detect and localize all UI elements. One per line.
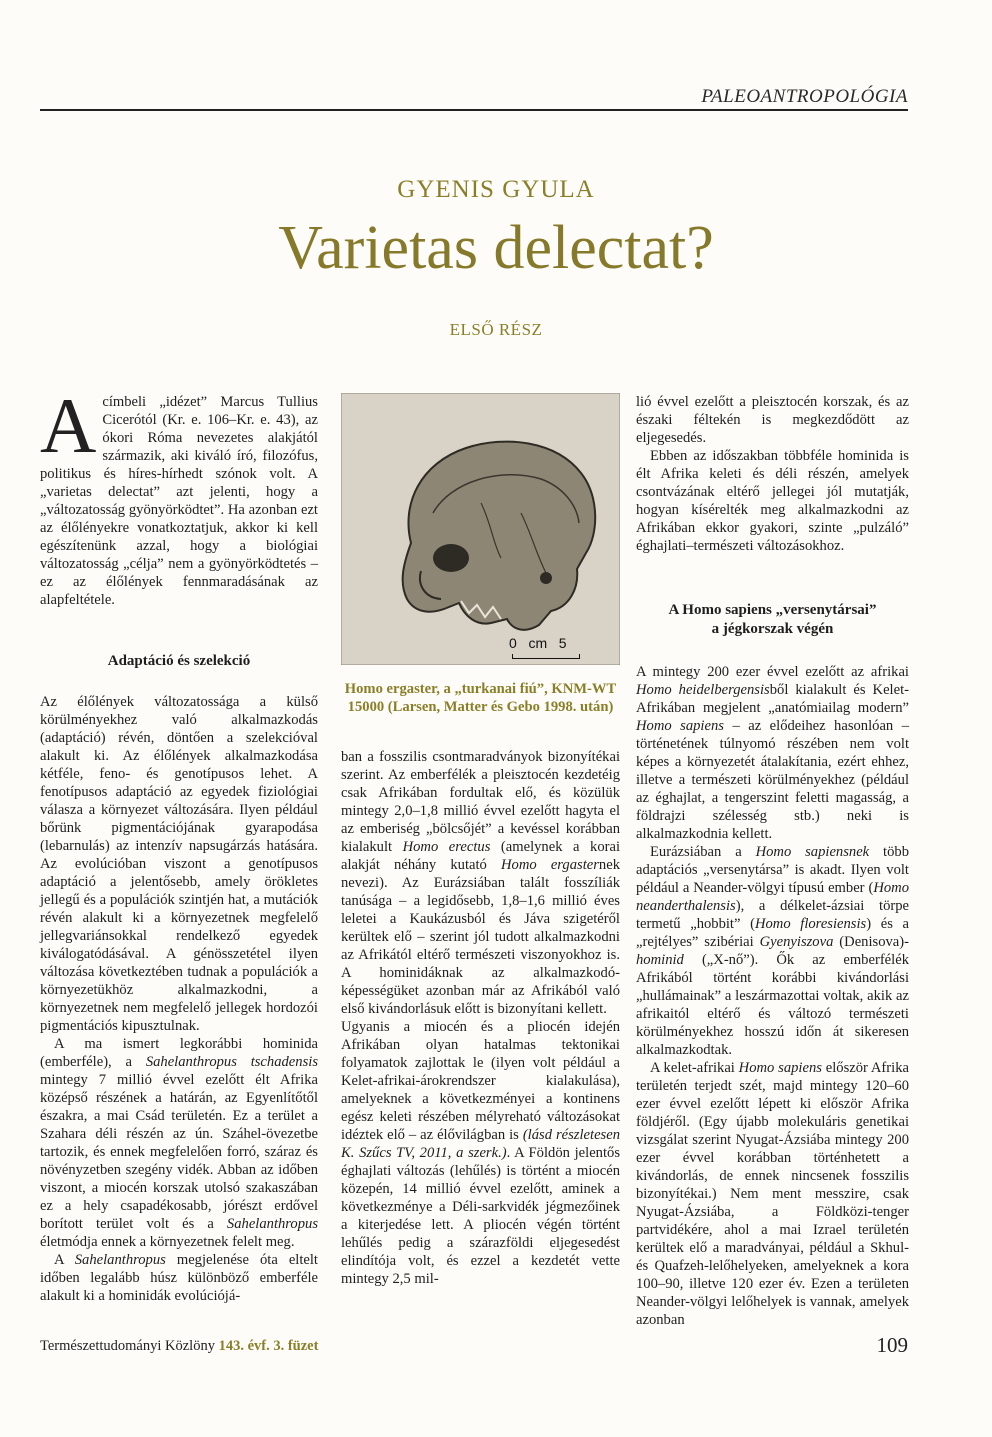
footer-issue: 143. évf. 3. füzet: [218, 1338, 319, 1354]
heading-adaptacio: Adaptáció és szelekció: [107, 653, 251, 669]
paragraph: A kelet-afrikai Homo sapiens először Afrika területén terjedt szét, majd mintegy 120–60 ezer évvel ezelőtt lépett ki először Afrika földjéről. (Egy újabb molekuláris genetikai vizsgálat szerint Nyugat-Ázsiába mintegy 200 ezer évvel korábban történhetett a kivándorlás, de ennek nincsenek fosszilis bizonyítékai.) Nem ment messzire, csak Nyugat-Ázsiába, a Földközi-tenger partvidékére, ahol a mai Izrael területén kerültek elő a maradványai, például a Skhul- és Quafzeh-lelőhelyeken, amelyeknek a kora 100–90, illetve 120 ezer év. Ezen a területen Neander-völgyi lelőhelyek is vannak, amelyek azonban: [636, 1060, 909, 1328]
section-label: PALEOANTROPOLÓGIA: [701, 86, 908, 107]
figure-caption: Homo ergaster, a „turkanai fiú”, KNM-WT 15000 (Larsen, Matter és Gebo 1998. után): [344, 681, 617, 715]
paragraph: lió évvel ezelőtt a pleisztocén korszak, és az északi féltekén is megkezdődött az eljegesedés.: [636, 394, 909, 446]
skull-illustration: [341, 393, 620, 665]
page-number: 109: [876, 1333, 908, 1357]
paragraph: Az élőlények változatossága a külső körülményekhez való alkalmazkodás (adaptáció) révén, döntően a szelekcióval alakult ki. Az élőlények alkalmazkodása kétféle, feno- és genotípusos lehet. A fenotípusos adaptáció az egyedek fiziológiai válasza a környezet változására. Ilyen például bőrünk pigmentációjának gyarapodása (lebarnulás) az intenzív napsugárzás hatására. Az evolúcióban viszont a genotípusos adaptáció a jelentősebb, amely örökletes jellegű és a populációk szintjén hat, a mutációk révén alakult ki a környezetnek megfelelő jellegvariánsokkal rendelkező egyedek kiválogatódásával. A génösszetétel ilyen változása következtében tudnak a populációk a környezetükhöz alkalmazkodni, a környezetnek nem megfelelő jellegek hordozói pigmentációs kipusztulnak.: [40, 694, 318, 1034]
heading-homo-sapiens: A Homo sapiens „versenytársai” a jégkorszak végén: [668, 602, 877, 637]
footer-journal: Természettudományi Közlöny 143. évf. 3. füzet: [40, 1338, 319, 1354]
paragraph: Ugyanis a miocén és a pliocén idején Afrikában olyan hatalmas tektonikai folyamatok zajlottak le (ilyen volt például a Kelet-afrikai-árokrendszer kialakulása), amelyeknek a következményei a kontinens egész keleti részében mélyreható változásokat idéztek elő – az élővilágban is (lásd részletesen K. Szűcs TV, 2011, a szerk.). A Földön jelentős éghajlati változás (lehűlés) is történt a miocén közepén, 14 millió évvel ezelőtt, aminek a következménye a Déli-sarkvidék jégmezőinek a kiterjedése lett. A pliocén végén történt lehűlés pedig a szárazföldi eljegesedést elindítója volt, és ezzel a kezdetét vette mintegy 2,5 mil-: [341, 1019, 620, 1287]
drop-cap: A: [40, 382, 97, 469]
skull-figure: [341, 393, 620, 665]
paragraph: Eurázsiában a Homo sapiensnek több adaptációs „versenytársa” is akadt. Ilyen volt például a Neander-völgyi típusú ember (Homo neanderthalensis), a délkelet-ázsiai törpe termetű „hobbit” (Homo floresiensis) és a „rejtélyes” szibériai Gyenyiszova (Denisova)-hominid („X-nő”). Ők az emberfélék Afrikából történt korábbi kivándorlási „hullámainak” a leszármazottai voltak, akik az afrikaitól eltérő és változó természeti körülményekhez hosszú időn át sikeresen alkalmazkodtak.: [636, 844, 910, 1058]
intro-paragraph: Acímbeli „idézet” Marcus Tullius Cicerótól (Kr. e. 106–Kr. e. 43), az ókori Róma nevezetes alakjától származik, aki kiváló író, filozófus, politikus és híres-hírhedt szónok volt. A „varietas delectat” azt jelenti, hogy a „változatosság gyönyörködtet”. Ha azonban ezt az élőlényekre vonatkoztatjuk, akkor ki kell egészítenünk azzal, hogy a biológiai változatosság „célja” nem a gyönyörködtetés – ez az élőlények fennmaradásának az alapfeltétele.: [40, 382, 318, 608]
column-2: [341, 748, 620, 1288]
column-1: [40, 382, 318, 1305]
paragraph: Ebben az időszakban többféle hominida is élt Afrika keleti és déli részén, amelyek csontvázának eltérő jellegei jól mutatják, hogyan kísérelték meg alkalmazkodni az Afrikában ekkor gyakori, szinte „pulzáló” éghajlati–természeti változásokhoz.: [636, 448, 909, 554]
column-3: [636, 393, 909, 1329]
paragraph: A mintegy 200 ezer évvel ezelőtt az afrikai Homo heidelbergensisből kialakult és Kelet-Afrikában megjelent „anatómiailag modern” Homo sapiens – az elődeihez hasonlóan – történetének túlnyomó részében nem volt képes a környezetét átalakítania, ezért ehhez, illetve a természeti körülményekhez (például az éghajlat, a tengerszint feletti magasság, a földrajzi szélesség stb.) neki is alkalmazkodnia kellett.: [636, 664, 910, 842]
part-label: ELSŐ RÉSZ: [449, 320, 543, 339]
paragraph: A Sahelanthropus megjelenése óta eltelt időben legalább húsz különböző emberféle alakult ki a hominidák evolúciójá-: [40, 1252, 318, 1304]
header-rule: [40, 109, 908, 111]
scale-bar: [512, 654, 580, 659]
paragraph: ban a fosszilis csontmaradványok bizonyítékai szerint. Az emberfélék a pleisztocén kezdetéig csak Afrikában fordultak elő, és közülük mintegy 2,0–1,8 millió évvel ezelőtt hagyta el az emberiség „bölcsőjét” a kevéssel korábban kialakult Homo erectus (amelynek a korai alakját néhány kutató Homo ergasternek nevezi). Az Eurázsiában talált fosszíliák tanúsága – a legidősebb, 1,8–1,6 millió éves leletei a Kaukázusból és Jáva szigetéről kerültek elő – szerint jól tudott alkalmazkodni az Afrikától eltérő természeti viszonyokhoz is. A hominidáknak az alkalmazkodó-képességüket azonban már az Afrikából való első kivándorlásuk előtt is bizonyítani kellett.: [341, 749, 621, 1017]
scale-label: 0 cm 5: [509, 635, 567, 651]
paragraph: A ma ismert legkorábbi hominida (emberféle), a Sahelanthropus tschadensis mintegy 7 millió évvel ezelőtt élt Afrika középső részének a határán, az Egyenlítőtől északra, a mai Csád területén. Ez a terület a Szahara déli részén az ún. Száhel-övezetbe tartozik, és ennek megfelelően forró, száraz és növényzetben szegény vidék. Abban az időben viszont, a miocén korszak utolsó szakaszában ez a hely csapadékosabb, jórészt erdővel borított terület volt és a Sahelanthropus életmódja ennek a környezetnek felelt meg.: [40, 1036, 318, 1250]
article-title: Varietas delectat?: [278, 214, 714, 282]
author-name: GYENIS GYULA: [397, 176, 595, 203]
